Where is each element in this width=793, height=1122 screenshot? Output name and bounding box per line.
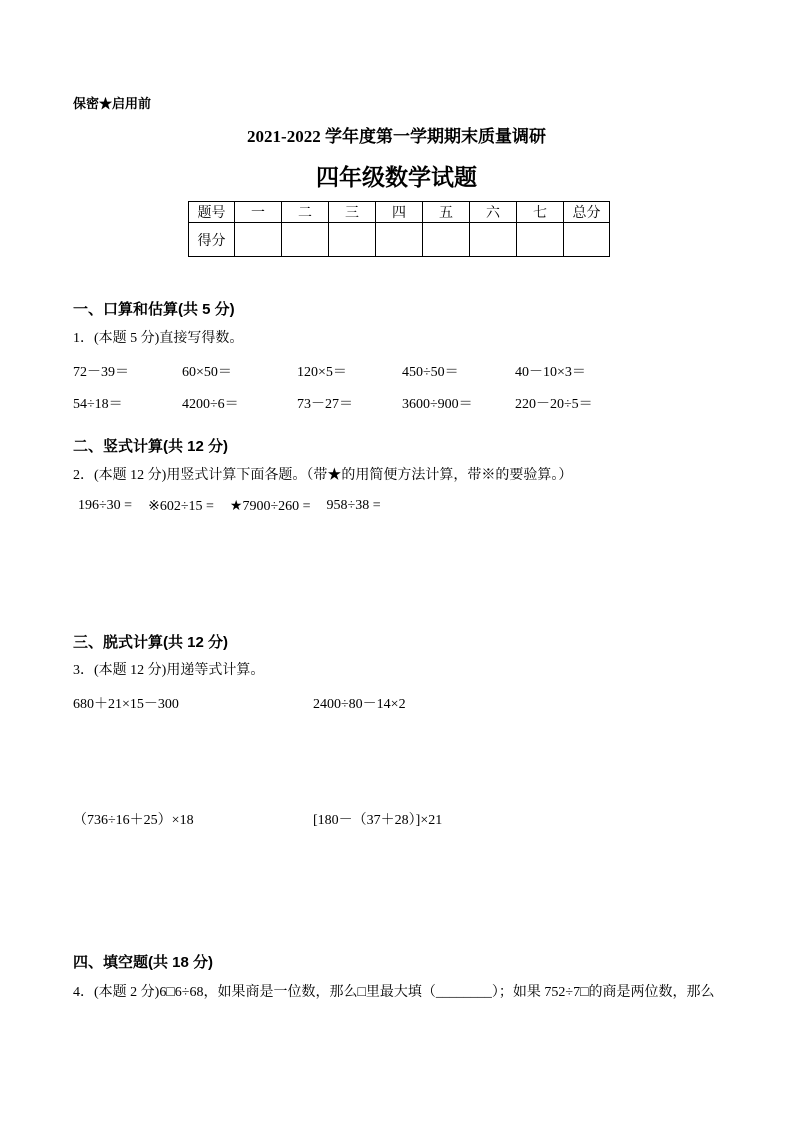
score-table-header-cell: 六 (470, 202, 517, 223)
expression-problem: 680＋21×15－300 (73, 697, 179, 712)
expression-problem: 2400÷80－14×2 (313, 697, 406, 712)
score-table (188, 201, 610, 257)
oral-problem: 40－10×3＝ (515, 365, 586, 380)
score-table-header-cell: 总分 (564, 202, 610, 223)
oral-problem: 60×50＝ (182, 365, 232, 380)
question1-intro: 1．(本题 5 分)直接写得数。 (73, 331, 244, 346)
vertical-problem: 958÷38 = (326, 498, 381, 513)
score-cell (376, 223, 423, 257)
score-table-score-row (189, 223, 610, 257)
oral-problems-row-2 (73, 393, 733, 413)
oral-problem: 54÷18＝ (73, 397, 123, 412)
oral-problem: 450÷50＝ (402, 365, 459, 380)
question2-intro: 2．(本题 12 分)用竖式计算下面各题。（带★的用简便方法计算，带※的要验算。） (73, 468, 573, 483)
question3-intro: 3．(本题 12 分)用递等式计算。 (73, 663, 265, 678)
oral-problem: 220－20÷5＝ (515, 397, 593, 412)
vertical-problem: ★7900÷260 = (229, 499, 311, 514)
expression-problem: [180－（37＋28）]×21 (313, 813, 443, 828)
score-table-header-cell: 五 (423, 202, 470, 223)
oral-problem: 73－27＝ (297, 397, 353, 412)
section4-heading: 四、填空题(共 18 分) (73, 954, 214, 971)
confidential-notice: 保密★启用前 (73, 96, 152, 111)
vertical-problems-row (78, 498, 381, 515)
oral-problem: 3600÷900＝ (402, 397, 473, 412)
vertical-problem: 196÷30 = (78, 498, 133, 513)
score-cell (517, 223, 564, 257)
score-cell (564, 223, 610, 257)
oral-problem: 4200÷6＝ (182, 397, 239, 412)
expression-problem: （736÷16＋25）×18 (73, 813, 194, 828)
score-cell (470, 223, 517, 257)
exam-title: 2021-2022 学年度第一学期期末质量调研 (247, 127, 546, 146)
score-table-header-cell: 题号 (189, 202, 235, 223)
oral-problem: 120×5＝ (297, 365, 347, 380)
oral-problem: 72－39＝ (73, 365, 129, 380)
section2-heading: 二、竖式计算(共 12 分) (73, 438, 229, 455)
score-row-label: 得分 (189, 223, 235, 257)
score-table-header-cell: 三 (329, 202, 376, 223)
score-table-header-row (189, 202, 610, 223)
section3-heading: 三、脱式计算(共 12 分) (73, 634, 229, 651)
expression-row-2 (73, 809, 733, 829)
score-cell (235, 223, 282, 257)
score-cell (423, 223, 470, 257)
expression-row-1 (73, 693, 733, 713)
question4-text: 4．(本题 2 分)6□6÷68，如果商是一位数，那么□里最大填（________）；如果 752÷7□的商是两位数，那么 (73, 985, 715, 1000)
oral-problems-row-1 (73, 361, 733, 381)
score-table-header-cell: 四 (376, 202, 423, 223)
exam-subtitle: 四年级数学试题 (316, 164, 477, 190)
score-table-header-cell: 一 (235, 202, 282, 223)
score-table-header-cell: 二 (282, 202, 329, 223)
section1-heading: 一、口算和估算(共 5 分) (73, 301, 235, 318)
vertical-problem: ※602÷15 = (148, 499, 214, 514)
score-cell (329, 223, 376, 257)
score-cell (282, 223, 329, 257)
score-table-header-cell: 七 (517, 202, 564, 223)
